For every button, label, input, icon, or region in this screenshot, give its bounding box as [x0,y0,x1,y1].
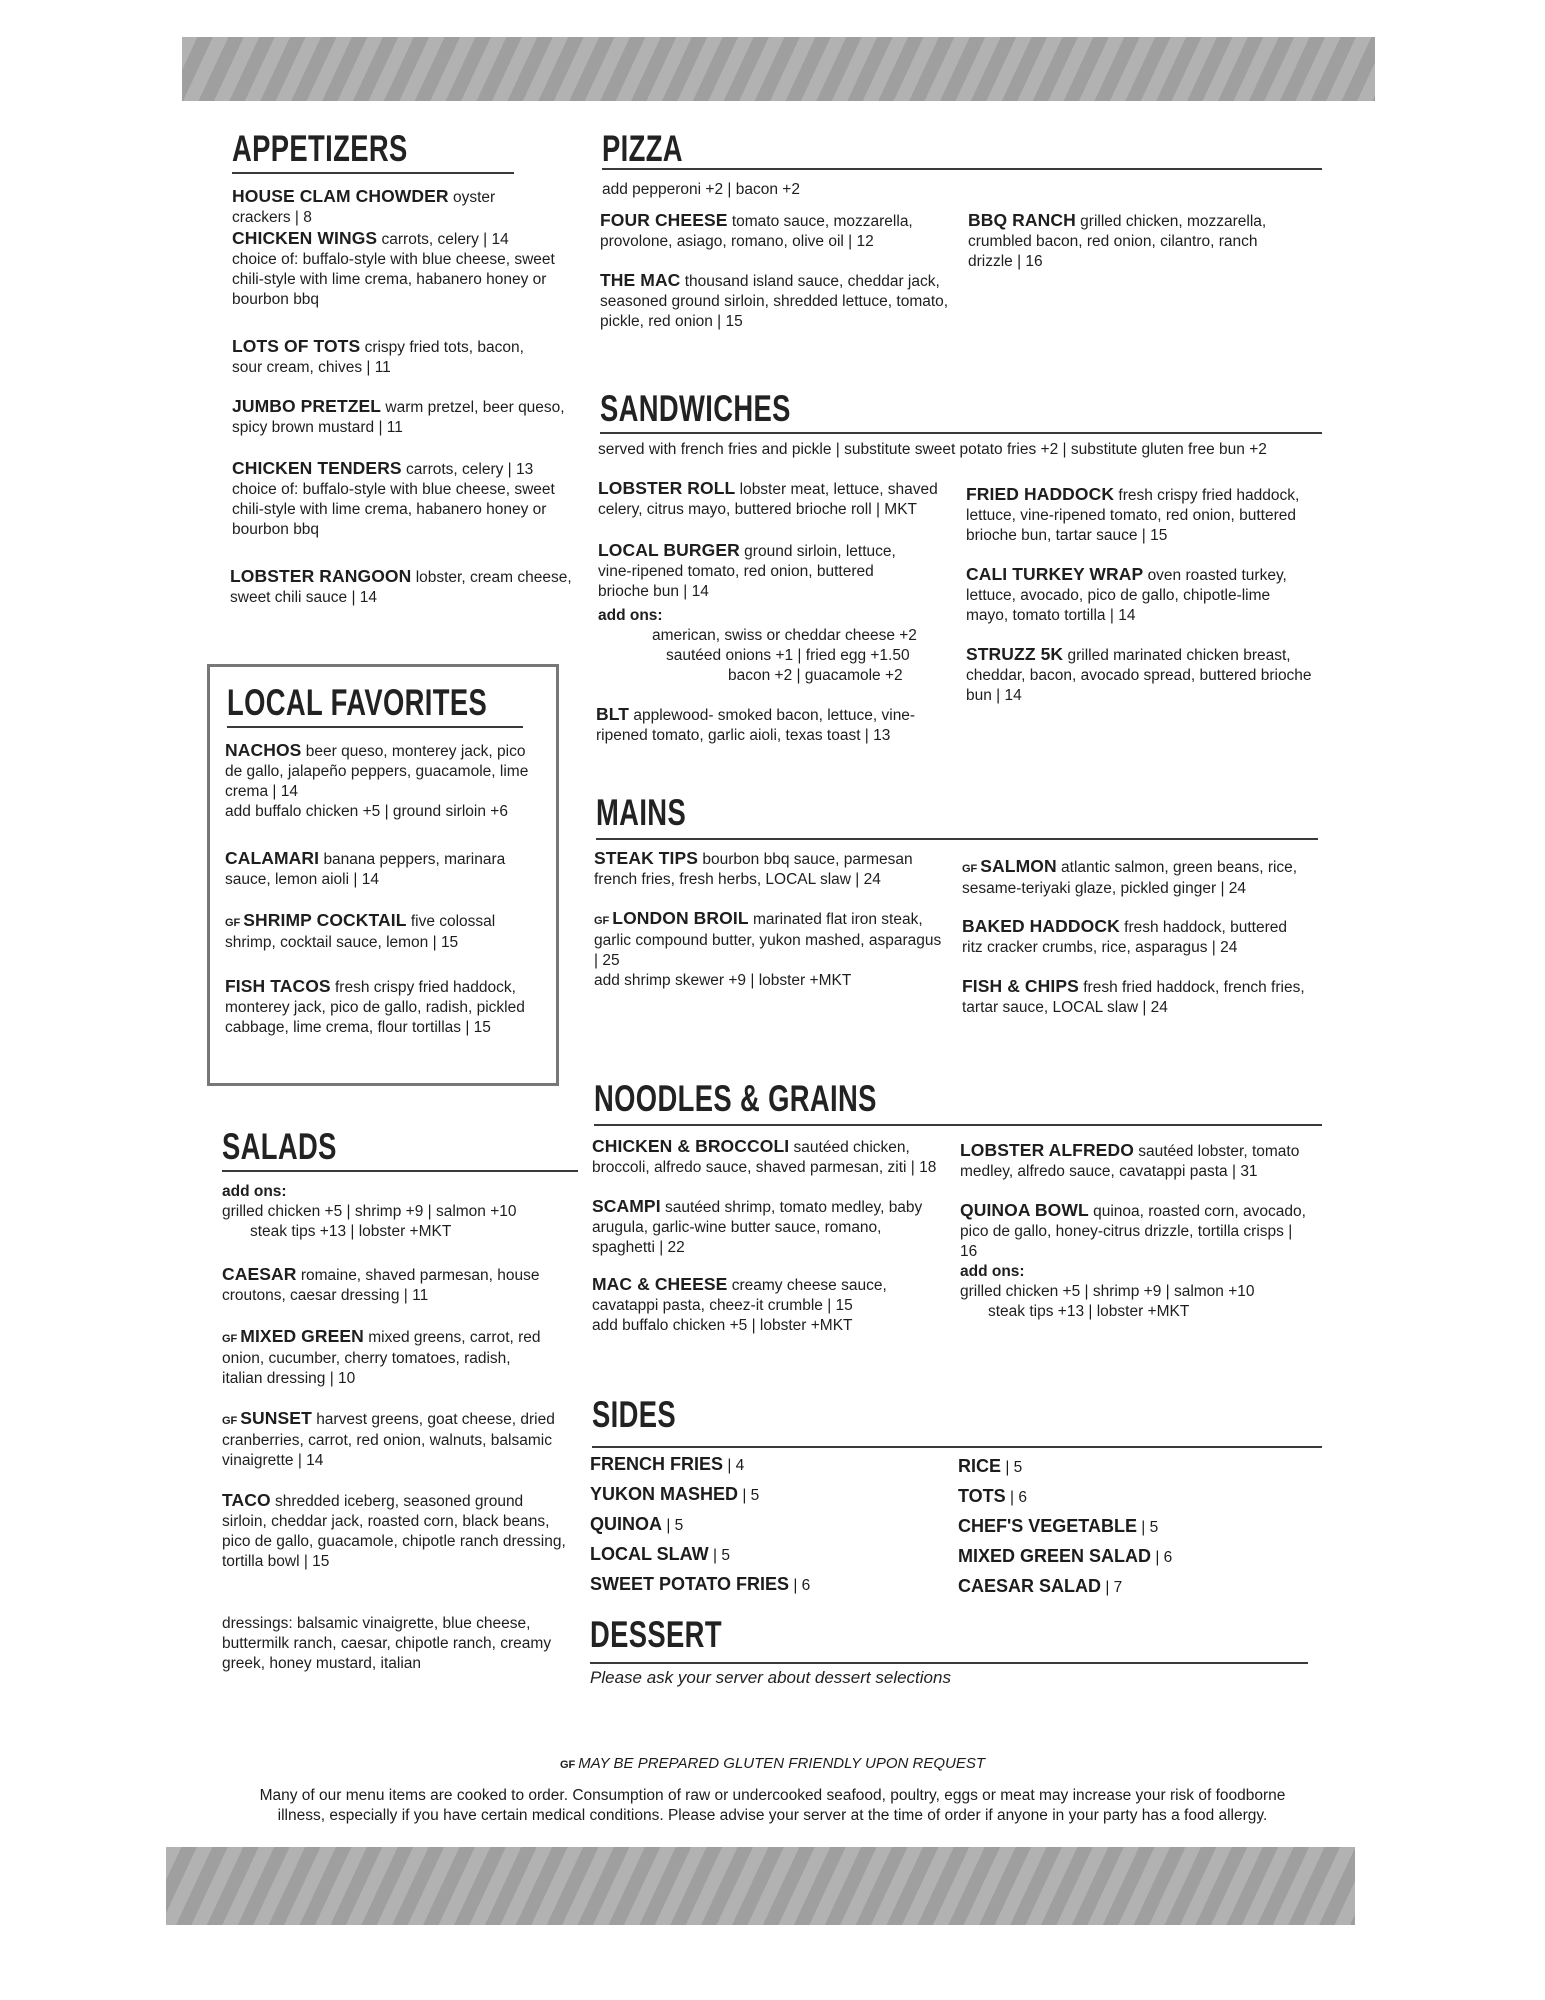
item-extra: add buffalo chicken +5 | ground sirloin +6 [225,803,508,820]
item-name: SALMON [980,856,1057,876]
item-desc: quinoa, roasted corn, avocado, pico de gallo, honey-citrus drizzle, tortilla crisps | 16 [960,1203,1306,1260]
menu-item [962,976,1322,1018]
menu-item [225,740,545,822]
sides-heading: SIDES [592,1394,677,1435]
item-desc: thousand island sauce, cheddar jack, seasoned ground sirloin, shredded lettuce, tomato, pickle, red onion | 15 [600,273,949,330]
salads-dressings: dressings: balsamic vinaigrette, blue cheese, buttermilk ranch, caesar, chipotle ranch, creamy greek, honey mustard, italian [222,1615,552,1672]
menu-item [598,540,928,602]
item-name: TACO [222,1490,271,1510]
dessert-note: Please ask your server about dessert selections [590,1668,951,1687]
menu-item [598,478,953,520]
item-desc: lobster meat, lettuce, shaved celery, citrus mayo, buttered brioche roll | MKT [598,481,938,518]
item-desc: beer queso, monterey jack, pico de gallo, jalapeño peppers, guacamole, lime crema | 14 [225,743,529,800]
side-name: TOTS [958,1486,1006,1506]
side-item [958,1452,1172,1482]
menu-item [222,1408,572,1471]
disclaimer-line: illness, especially if you have certain medical conditions. Please advise your server at the time of order if anyone in your party has a food allergy. [277,1807,1268,1824]
item-name: SUNSET [240,1408,312,1428]
appetizers-rule [232,172,514,174]
pizza-note: add pepperoni +2 | bacon +2 [602,181,800,198]
top-banner [182,37,1375,101]
side-name: YUKON MASHED [590,1484,739,1504]
gf-marker: GF [222,1333,238,1345]
menu-item [222,1326,552,1389]
item-desc: carrots, celery | 14 [381,231,509,248]
salads-addons [222,1182,582,1242]
side-item [958,1482,1172,1512]
side-name: FRENCH FRIES [590,1454,724,1474]
item-desc: warm pretzel, beer queso, spicy brown mustard | 11 [232,399,565,436]
bottom-banner [166,1847,1355,1925]
menu-item [960,1200,1310,1262]
addons-line: sautéed onions +1 | fried egg +1.50 [666,647,910,664]
side-price: | 6 [793,1577,811,1594]
burger-addons [598,606,938,686]
item-name: CALI TURKEY WRAP [966,564,1144,584]
pizza-heading: PIZZA [602,128,683,169]
item-desc: grilled marinated chicken breast, cheddar, bacon, avocado spread, buttered brioche bun | 14 [966,647,1312,704]
item-desc: marinated flat iron steak, garlic compound butter, yukon mashed, asparagus | 25 [594,911,942,969]
disclaimer-line: Many of our menu items are cooked to order. Consumption of raw or undercooked seafood, poultry, eggs or meat may increase your risk of foodborne [259,1787,1286,1804]
menu-item [232,228,577,310]
item-name: CHICKEN & BROCCOLI [592,1136,790,1156]
item-desc: creamy cheese sauce, cavatappi pasta, cheez-it crumble | 15 [592,1277,887,1314]
item-desc: bourbon bbq sauce, parmesan french fries, fresh herbs, LOCAL slaw | 24 [594,851,913,888]
menu-item [596,704,941,746]
side-price: | 5 [666,1517,684,1534]
item-desc: sautéed lobster, tomato medley, alfredo sauce, cavatappi pasta | 31 [960,1143,1300,1180]
gf-marker: GF [559,1759,576,1771]
item-desc: mixed greens, carrot, red onion, cucumber, cherry tomatoes, radish, italian dressing | 10 [222,1329,541,1387]
item-desc: five colossal shrimp, cocktail sauce, lemon | 15 [225,913,496,951]
menu-item [592,1136,947,1178]
item-name: LOBSTER RANGOON [230,566,412,586]
menu-item [225,910,535,953]
item-desc: crispy fried tots, bacon, sour cream, chives | 11 [232,339,524,376]
side-name: CHEF'S VEGETABLE [958,1516,1137,1536]
side-price: | 5 [1141,1519,1159,1536]
item-name: CAESAR [222,1264,297,1284]
menu-item [968,210,1298,272]
side-name: MIXED GREEN SALAD [958,1546,1152,1566]
sides-right-list [958,1452,1172,1602]
item-desc: banana peppers, marinara sauce, lemon aioli | 14 [225,851,506,888]
item-name: LOTS OF TOTS [232,336,361,356]
addons-label: add ons: [960,1263,1025,1280]
menu-item [232,458,577,540]
item-desc: fresh fried haddock, french fries, tartar sauce, LOCAL slaw | 24 [962,979,1305,1016]
item-desc: tomato sauce, mozzarella, provolone, asiago, romano, olive oil | 12 [600,213,913,250]
item-name: FOUR CHEESE [600,210,728,230]
addons-label: add ons: [598,607,663,624]
item-name: SHRIMP COCKTAIL [243,910,407,930]
menu-item [232,336,547,378]
menu-item [592,1196,947,1258]
sandwiches-heading: SANDWICHES [600,388,791,429]
menu-item [600,270,955,332]
pizza-rule [602,168,1322,170]
salads-heading: SALADS [222,1126,337,1167]
item-name: QUINOA BOWL [960,1200,1089,1220]
item-desc: atlantic salmon, green beans, rice, sesame-teriyaki glaze, pickled ginger | 24 [962,859,1298,897]
item-desc: fresh crispy fried haddock, lettuce, vine-ripened tomato, red onion, buttered brioche bun, tartar sauce | 15 [966,487,1300,544]
menu-item [966,484,1321,546]
sandwiches-rule [600,432,1322,434]
addons-line: grilled chicken +5 | shrimp +9 | salmon +10 [222,1203,517,1220]
item-name: STEAK TIPS [594,848,699,868]
item-extra: choice of: buffalo-style with blue cheese, sweet chili-style with lime crema, habanero honey or bourbon bbq [232,481,555,538]
item-name: THE MAC [600,270,681,290]
menu-item [966,564,1311,626]
item-desc: carrots, celery | 13 [406,461,534,478]
item-name: MIXED GREEN [240,1326,364,1346]
mains-rule [596,838,1318,840]
side-price: | 6 [1009,1489,1027,1506]
side-item [958,1542,1172,1572]
item-desc: romaine, shaved parmesan, house croutons, caesar dressing | 11 [222,1267,540,1304]
menu-item [230,566,580,608]
item-name: CHICKEN WINGS [232,228,378,248]
item-desc: fresh crispy fried haddock, monterey jack, pico de gallo, radish, pickled cabbage, lime crema, flour tortillas | 15 [225,979,525,1036]
side-item [590,1570,810,1600]
side-item [590,1510,810,1540]
side-name: SWEET POTATO FRIES [590,1574,790,1594]
side-item [590,1450,810,1480]
side-name: CAESAR SALAD [958,1576,1102,1596]
menu-item [960,1140,1322,1182]
item-desc: ground sirloin, lettuce, vine-ripened tomato, red onion, buttered brioche bun | 14 [598,543,896,600]
item-name: BBQ RANCH [968,210,1076,230]
item-name: LOBSTER ROLL [598,478,736,498]
item-name: SCAMPI [592,1196,661,1216]
item-desc: shredded iceberg, seasoned ground sirloin, cheddar jack, roasted corn, black beans, pico de gallo, guacamole, chipotle ranch dressing, tortilla bowl | 15 [222,1493,566,1570]
allergy-disclaimer [0,1786,1545,1826]
dessert-heading: DESSERT [590,1614,722,1655]
menu-item [225,976,545,1038]
addons-line: bacon +2 | guacamole +2 [728,667,903,684]
addons-line: steak tips +13 | lobster +MKT [988,1303,1190,1320]
menu-item [222,1264,552,1306]
menu-item [232,396,577,438]
menu-item [592,1274,932,1336]
addons-line: grilled chicken +5 | shrimp +9 | salmon +10 [960,1283,1255,1300]
addons-label: add ons: [222,1183,287,1200]
item-desc: sautéed chicken, broccoli, alfredo sauce, shaved parmesan, ziti | 18 [592,1139,937,1176]
item-name: HOUSE CLAM CHOWDER [232,186,449,206]
side-name: QUINOA [590,1514,662,1534]
menu-item [966,644,1321,706]
item-name: LONDON BROIL [612,908,749,928]
item-name: NACHOS [225,740,302,760]
menu-item [962,916,1307,958]
menu-item [600,210,955,252]
item-desc: fresh haddock, buttered ritz cracker crumbs, rice, asparagus | 24 [962,919,1287,956]
item-name: FISH & CHIPS [962,976,1079,996]
item-desc: applewood- smoked bacon, lettuce, vine-ripened tomato, garlic aioli, texas toast | 13 [596,707,916,744]
side-item [590,1540,810,1570]
item-desc: oven roasted turkey, lettuce, avocado, pico de gallo, chipotle-lime mayo, tomato tortilla | 14 [966,567,1287,624]
side-price: | 4 [727,1457,745,1474]
menu-item [232,186,532,228]
sides-rule [592,1446,1322,1448]
item-name: FRIED HADDOCK [966,484,1115,504]
side-price: | 5 [1005,1459,1023,1476]
mains-heading: MAINS [596,792,687,833]
side-price: | 6 [1155,1549,1173,1566]
item-desc: lobster, cream cheese, sweet chili sauce | 14 [230,569,572,606]
side-price: | 5 [742,1487,760,1504]
addons-line: steak tips +13 | lobster +MKT [250,1223,452,1240]
item-name: LOCAL BURGER [598,540,740,560]
item-extra: add shrimp skewer +9 | lobster +MKT [594,972,852,989]
gf-marker: GF [225,917,241,929]
item-desc: oyster crackers | 8 [232,189,496,226]
dessert-rule [590,1662,1308,1664]
item-name: CHICKEN TENDERS [232,458,402,478]
local-favorites-rule [227,726,523,728]
sandwiches-note: served with french fries and pickle | substitute sweet potato fries +2 | substitute gluten free bun +2 [598,441,1267,458]
menu-item [962,856,1322,899]
menu-item [222,1490,567,1572]
item-name: BAKED HADDOCK [962,916,1120,936]
addons-line: american, swiss or cheddar cheese +2 [652,627,917,644]
item-name: FISH TACOS [225,976,331,996]
gf-disclaimer-text: MAY BE PREPARED GLUTEN FRIENDLY UPON REQUEST [578,1755,986,1772]
side-item [958,1512,1172,1542]
item-desc: sautéed shrimp, tomato medley, baby arugula, garlic-wine butter sauce, romano, spaghetti | 22 [592,1199,923,1256]
side-item [590,1480,810,1510]
local-favorites-heading: LOCAL FAVORITES [227,682,488,723]
item-name: LOBSTER ALFREDO [960,1140,1134,1160]
item-name: MAC & CHEESE [592,1274,728,1294]
noodles-heading: NOODLES & GRAINS [594,1078,877,1119]
appetizers-heading: APPETIZERS [232,128,408,169]
side-price: | 5 [712,1547,730,1564]
noodles-rule [594,1124,1322,1126]
menu-item [225,848,535,890]
gf-marker: GF [222,1415,238,1427]
menu-item [594,908,944,991]
item-extra: choice of: buffalo-style with blue cheese, sweet chili-style with lime crema, habanero honey or bourbon bbq [232,251,555,308]
item-desc: grilled chicken, mozzarella, crumbled bacon, red onion, cilantro, ranch drizzle | 16 [968,213,1267,270]
noodles-addons [960,1262,1320,1322]
gf-marker: GF [962,863,978,875]
item-extra: add buffalo chicken +5 | lobster +MKT [592,1317,853,1334]
menu-item [594,848,934,890]
salads-rule [222,1170,578,1172]
side-name: RICE [958,1456,1002,1476]
side-item [958,1572,1172,1602]
item-name: CALAMARI [225,848,320,868]
item-name: BLT [596,704,630,724]
item-name: JUMBO PRETZEL [232,396,382,416]
item-name: STRUZZ 5K [966,644,1064,664]
item-desc: harvest greens, goat cheese, dried cranberries, carrot, red onion, walnuts, balsamic vinaigrette | 14 [222,1411,555,1469]
gf-marker: GF [594,915,610,927]
sides-left-list [590,1450,810,1600]
side-price: | 7 [1105,1579,1123,1596]
gf-disclaimer [0,1754,1545,1775]
side-name: LOCAL SLAW [590,1544,709,1564]
